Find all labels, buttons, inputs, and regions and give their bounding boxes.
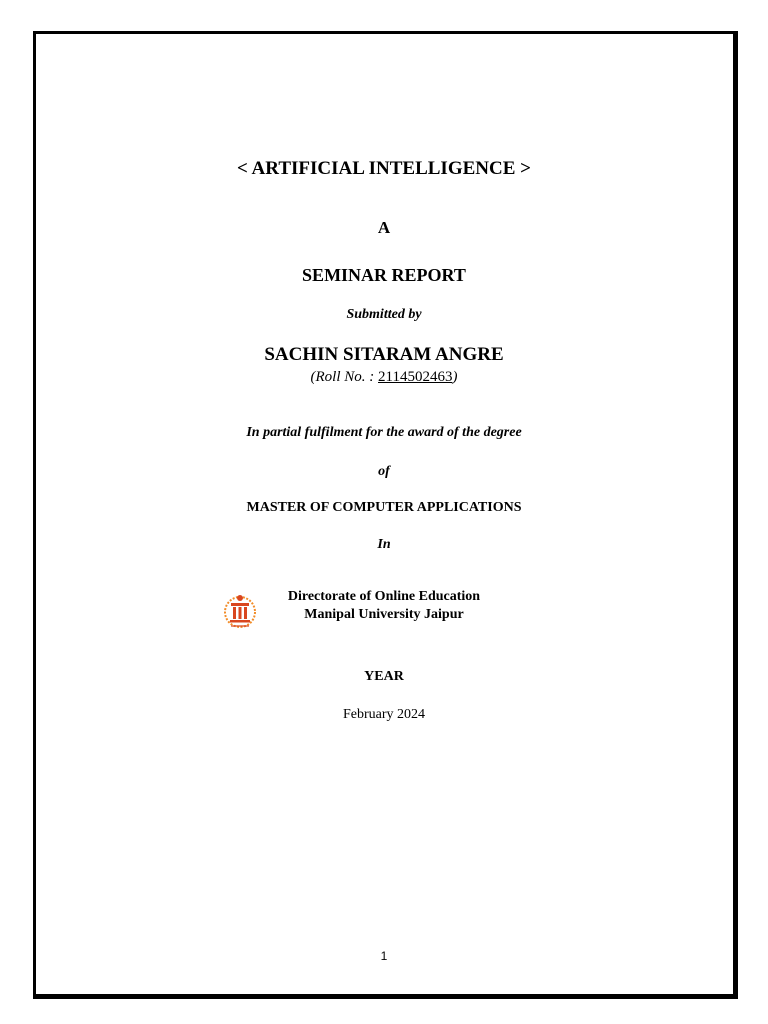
page-number: 1 — [380, 949, 388, 963]
of-text: of — [378, 464, 390, 479]
submission-date: February 2024 — [342, 707, 426, 722]
institution-line-1: Directorate of Online Education — [287, 589, 481, 604]
roll-prefix: (Roll No. : — [310, 369, 379, 385]
submitted-by-label: Submitted by — [346, 307, 422, 322]
fulfilment-text: In partial fulfilment for the award of the degree — [246, 425, 522, 440]
roll-suffix: ) — [452, 369, 458, 385]
author-name: SACHIN SITARAM ANGRE — [264, 344, 504, 365]
institution-line-2: Manipal University Jaipur — [304, 607, 464, 622]
degree-name: MASTER OF COMPUTER APPLICATIONS — [246, 500, 522, 515]
article-a: A — [377, 218, 391, 237]
roll-number: 2114502463 — [378, 369, 453, 385]
report-title: < ARTIFICIAL INTELLIGENCE > — [237, 158, 531, 179]
in-text: In — [377, 537, 391, 552]
year-label: YEAR — [364, 669, 404, 684]
roll-number-line — [0, 369, 768, 386]
report-type: SEMINAR REPORT — [302, 265, 466, 285]
